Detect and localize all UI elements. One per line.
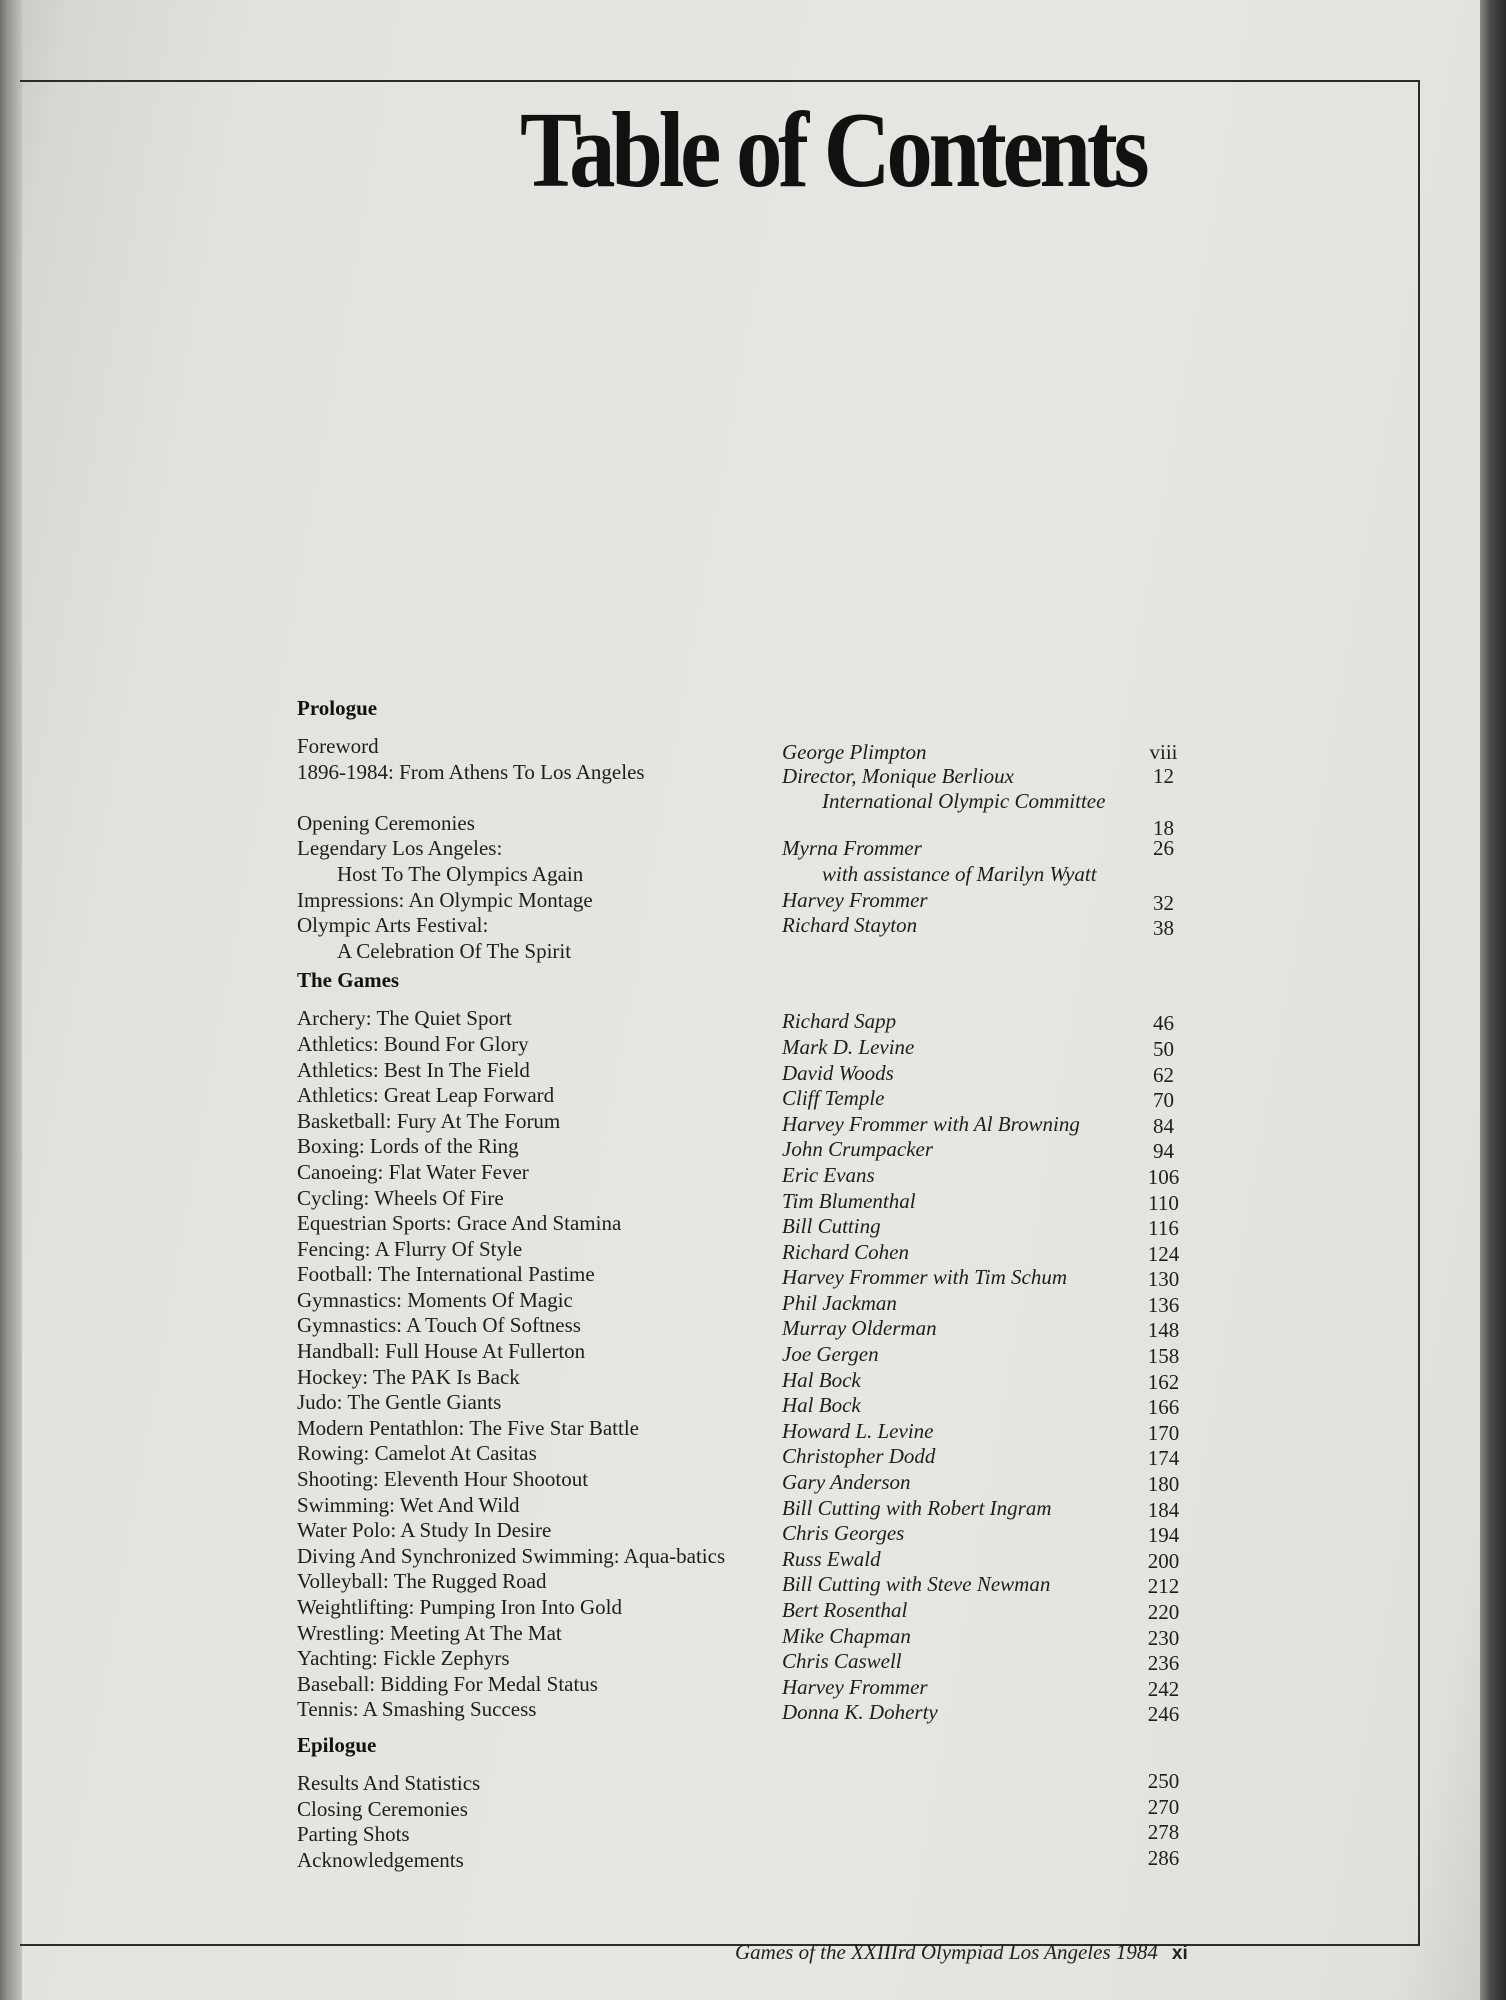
entry-author: Christopher Dodd: [782, 1444, 936, 1469]
entry-title: Boxing: Lords of the Ring: [297, 1134, 519, 1159]
entry-author-line2: International Olympic Committee: [822, 789, 1106, 814]
entry-page: 270: [1147, 1794, 1180, 1819]
book-page-edge: [1480, 0, 1506, 2000]
entry-title: Swimming: Wet And Wild: [297, 1492, 520, 1517]
entry-page: 130: [1147, 1267, 1180, 1292]
entry-author: Harvey Frommer: [782, 887, 928, 912]
entry-author: Harvey Frommer: [782, 1674, 928, 1699]
entry-page: 174: [1147, 1446, 1180, 1471]
toc-entry: [297, 1441, 1197, 1471]
toc-entry: [297, 1518, 1197, 1548]
toc-entry: [297, 1134, 1197, 1164]
entry-page: 180: [1147, 1472, 1180, 1497]
toc-entry: [297, 1768, 1197, 1797]
entry-page: 158: [1147, 1344, 1180, 1369]
entry-page: 286: [1147, 1845, 1180, 1870]
toc-entry: [297, 1083, 1197, 1113]
entry-page: 162: [1147, 1369, 1180, 1394]
entry-title: Gymnastics: A Touch Of Softness: [297, 1313, 581, 1338]
entry-title: Handball: Full House At Fullerton: [297, 1339, 586, 1364]
entry-author: Hal Bock: [782, 1393, 861, 1418]
entry-title: Athletics: Great Leap Forward: [297, 1083, 555, 1108]
entry-title: Judo: The Gentle Giants: [297, 1390, 502, 1415]
toc-entry: [297, 1646, 1197, 1676]
entry-page: 200: [1147, 1548, 1180, 1573]
entry-title: Water Polo: A Study In Desire: [297, 1518, 552, 1543]
toc-entry: [297, 1057, 1197, 1087]
entry-title: Impressions: An Olympic Montage: [297, 887, 593, 912]
toc-entry: [297, 1185, 1197, 1215]
entry-page: 62: [1153, 1062, 1174, 1087]
toc-entry-continued: [297, 939, 1197, 965]
epilogue-section: [297, 1768, 1197, 1873]
games-section: [297, 1006, 1197, 1727]
entry-page: 246: [1147, 1702, 1180, 1727]
entry-page: 220: [1147, 1600, 1180, 1624]
entry-title: Gymnastics: Moments Of Magic: [297, 1287, 573, 1312]
entry-page: 50: [1153, 1036, 1174, 1061]
entry-author: David Woods: [782, 1060, 894, 1085]
entry-page: 26: [1153, 836, 1174, 861]
entry-page: 46: [1153, 1011, 1174, 1036]
toc-entry: [297, 1620, 1197, 1650]
toc-entry: [297, 1159, 1197, 1189]
entry-title: Wrestling: Meeting At The Mat: [297, 1620, 562, 1645]
entry-author: Mark D. Levine: [782, 1034, 915, 1059]
entry-title: Canoeing: Flat Water Fever: [297, 1159, 529, 1184]
entry-title: Athletics: Best In The Field: [297, 1057, 530, 1082]
footer-running-title: Games of the XXIIIrd Olympiad Los Angeles 1984: [735, 1940, 1158, 1964]
section-heading-epilogue: Epilogue: [297, 1732, 377, 1757]
entry-page: 166: [1147, 1395, 1180, 1420]
toc-entry: [297, 1364, 1197, 1394]
table-of-contents: [297, 694, 1197, 1873]
entry-title: Yachting: Fickle Zephyrs: [297, 1646, 510, 1671]
entry-page: 148: [1147, 1318, 1180, 1343]
entry-title: Closing Ceremonies: [297, 1796, 468, 1821]
toc-entry: [297, 760, 1197, 786]
toc-entry: [297, 1845, 1197, 1874]
entry-title-line2: Host To The Olympics Again: [337, 861, 584, 886]
toc-entry: [297, 1108, 1197, 1138]
entry-author: Richard Sapp: [782, 1009, 897, 1034]
entry-title: Modern Pentathlon: The Five Star Battle: [297, 1415, 639, 1440]
toc-entry: [297, 1006, 1197, 1036]
toc-entry: [297, 888, 1197, 914]
entry-author: Bill Cutting with Robert Ingram: [782, 1495, 1052, 1520]
entry-page: 212: [1147, 1574, 1180, 1599]
entry-title: Legendary Los Angeles:: [297, 836, 503, 861]
entry-title: Hockey: The PAK Is Back: [297, 1364, 520, 1389]
entry-author: Chris Georges: [782, 1521, 905, 1546]
entry-page: 278: [1147, 1820, 1180, 1845]
entry-page: 136: [1147, 1292, 1180, 1317]
toc-entry: [297, 1031, 1197, 1061]
book-spine-shadow: [0, 0, 22, 2000]
entry-page: 32: [1153, 890, 1174, 915]
entry-author: Director, Monique Berlioux: [782, 763, 1014, 788]
toc-entry: [297, 1671, 1197, 1701]
toc-entry: [297, 1492, 1197, 1522]
entry-page: 110: [1148, 1190, 1179, 1215]
entry-author: Hal Bock: [782, 1367, 861, 1392]
entry-title: Cycling: Wheels Of Fire: [297, 1185, 504, 1210]
entry-author: Bill Cutting: [782, 1214, 881, 1239]
toc-entry: [297, 1390, 1197, 1420]
entry-page: 38: [1153, 916, 1174, 941]
entry-title: Archery: The Quiet Sport: [297, 1006, 512, 1031]
entry-title: Volleyball: The Rugged Road: [297, 1569, 547, 1594]
entry-title: Parting Shots: [297, 1822, 410, 1847]
entry-title: Baseball: Bidding For Medal Status: [297, 1671, 598, 1696]
entry-author: Howard L. Levine: [782, 1418, 934, 1443]
entry-page: 18: [1153, 815, 1174, 840]
toc-entry: [297, 913, 1197, 939]
entry-author: Donna K. Doherty: [782, 1700, 938, 1725]
entry-title: Tennis: A Smashing Success: [297, 1697, 537, 1722]
entry-author: Phil Jackman: [782, 1290, 897, 1315]
entry-author: Harvey Frommer with Al Browning: [782, 1111, 1080, 1136]
entry-page: 236: [1147, 1651, 1180, 1676]
entry-title: 1896-1984: From Athens To Los Angeles: [297, 759, 645, 784]
toc-entry: [297, 1467, 1197, 1497]
entry-author: George Plimpton: [782, 740, 927, 764]
entry-title: Rowing: Camelot At Casitas: [297, 1441, 537, 1466]
entry-author: Murray Olderman: [782, 1316, 937, 1341]
entry-author: Eric Evans: [782, 1162, 875, 1187]
toc-entry: [297, 1211, 1197, 1241]
toc-entry: [297, 1339, 1197, 1369]
toc-entry: [297, 1313, 1197, 1343]
section-heading-prologue: Prologue: [297, 696, 378, 720]
entry-author: Tim Blumenthal: [782, 1188, 916, 1213]
toc-entry: [297, 1236, 1197, 1266]
entry-author: Cliff Temple: [782, 1086, 885, 1111]
entry-author: Harvey Frommer with Tim Schum: [782, 1265, 1068, 1290]
footer-page-number: xi: [1171, 1943, 1188, 1964]
prologue-section: [297, 734, 1197, 964]
entry-page: 12: [1153, 763, 1174, 788]
toc-entry: [297, 1415, 1197, 1445]
entry-page: 242: [1147, 1676, 1180, 1701]
entry-author: John Crumpacker: [782, 1137, 934, 1162]
entry-page: 194: [1147, 1523, 1180, 1548]
entry-title: Foreword: [297, 734, 379, 758]
page-title: Table of Contents: [520, 91, 1146, 210]
entry-page: 106: [1147, 1164, 1180, 1189]
entry-title: Athletics: Bound For Glory: [297, 1031, 529, 1056]
entry-title: Basketball: Fury At The Forum: [297, 1108, 561, 1133]
entry-title: Weightlifting: Pumping Iron Into Gold: [297, 1595, 622, 1619]
entry-author: Richard Stayton: [782, 913, 918, 938]
entry-page: 230: [1147, 1625, 1180, 1650]
entry-page: 70: [1153, 1088, 1174, 1113]
toc-entry: [297, 1595, 1197, 1624]
entry-page: 94: [1153, 1139, 1174, 1164]
entry-title: Diving And Synchronized Swimming: Aqua-batics: [297, 1543, 726, 1568]
entry-title: Equestrian Sports: Grace And Stamina: [297, 1211, 622, 1236]
page-footer: [735, 1940, 1235, 1965]
entry-author: Russ Ewald: [782, 1546, 881, 1571]
toc-entry: [297, 1287, 1197, 1317]
toc-entry-continued: [297, 862, 1197, 888]
section-heading-games: The Games: [297, 968, 400, 993]
toc-entry-continued: [297, 785, 1197, 814]
entry-author: Bill Cutting with Steve Newman: [782, 1572, 1051, 1597]
entry-author: Joe Gergen: [782, 1342, 879, 1367]
entry-author: Richard Cohen: [782, 1239, 909, 1264]
entry-author: Mike Chapman: [782, 1623, 911, 1648]
entry-page: 250: [1147, 1768, 1180, 1793]
toc-entry: [297, 734, 1197, 764]
entry-author: Bert Rosenthal: [782, 1598, 908, 1622]
entry-author-line2: with assistance of Marilyn Wyatt: [822, 861, 1097, 886]
toc-entry: [297, 1822, 1197, 1848]
toc-entry: [297, 1262, 1197, 1292]
entry-author: Myrna Frommer: [782, 836, 922, 861]
entry-title: Fencing: A Flurry Of Style: [297, 1236, 523, 1261]
entry-author: Chris Caswell: [782, 1649, 902, 1674]
toc-entry: [297, 1794, 1197, 1823]
entry-page: 124: [1147, 1241, 1180, 1266]
toc-entry: [297, 1697, 1197, 1727]
toc-entry: [297, 1569, 1197, 1599]
entry-title: Acknowledgements: [297, 1847, 464, 1872]
entry-page: viii: [1149, 740, 1178, 764]
entry-title: Results And Statistics: [297, 1770, 481, 1795]
toc-entry: [297, 1543, 1197, 1573]
toc-entry: [297, 836, 1197, 862]
entry-page: 84: [1153, 1113, 1174, 1138]
entry-author: Gary Anderson: [782, 1470, 911, 1495]
entry-page: 116: [1148, 1216, 1179, 1241]
entry-title: Shooting: Eleventh Hour Shootout: [297, 1467, 589, 1492]
entry-title: Olympic Arts Festival:: [297, 913, 489, 938]
entry-title: Opening Ceremonies: [297, 810, 475, 835]
entry-page: 184: [1147, 1497, 1180, 1522]
entry-title: Football: The International Pastime: [297, 1262, 595, 1287]
entry-title-line2: A Celebration Of The Spirit: [337, 938, 572, 963]
entry-page: 170: [1147, 1420, 1180, 1445]
